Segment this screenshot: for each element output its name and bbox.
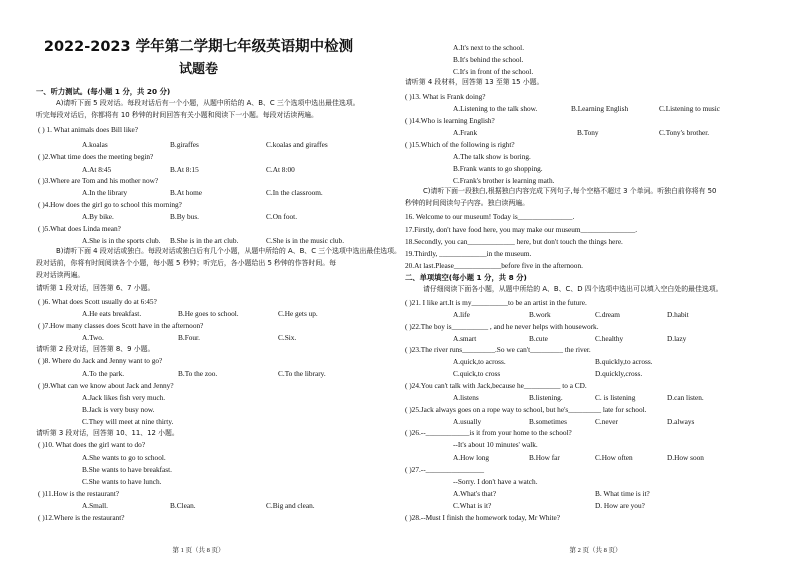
text-line: ( )28.--Must I finish the homework today, Mr White?	[405, 513, 561, 522]
text-line: D.lazy	[667, 334, 687, 343]
text-line: ( )11.How is the restaurant?	[38, 489, 119, 498]
text-line: ( )8. Where do Jack and Jenny want to go?	[38, 356, 163, 365]
text-line: C.She wants to have lunch.	[82, 477, 162, 486]
text-line: C.How often	[595, 453, 633, 462]
text-line: C.never	[595, 417, 618, 426]
text-line: C.She is in the music club.	[266, 236, 345, 245]
page-1-footer: 第 1 页（共 8 页）	[172, 546, 225, 554]
text-line: 16. Welcome to our museum! Today is_______________.	[405, 212, 575, 221]
text-line: --Sorry. I don't have a watch.	[453, 477, 538, 486]
text-line: C.Six.	[278, 333, 297, 342]
text-line: B.She is in the art club.	[170, 236, 239, 245]
text-line: A.Small.	[82, 501, 108, 510]
text-line: D.How soon	[667, 453, 704, 462]
text-line: B.She wants to have breakfast.	[82, 465, 172, 474]
text-line: B.listening.	[529, 393, 563, 402]
text-line: C. is listening	[595, 393, 636, 402]
text-line: ( )7.How many classes does Scott have in the afternoon?	[38, 321, 204, 330]
text-line: B.quickly,to across.	[595, 357, 653, 366]
text-line: 18.Secondly, you can_____________ here, but don't touch the things here.	[405, 237, 623, 246]
exam-subtitle: 试题卷	[178, 62, 218, 77]
text-line: C.On foot.	[266, 212, 298, 221]
text-line: 请听第 3 段对话，回答第 10、11、12 小题。	[36, 429, 179, 437]
text-line: 17.Firstly, don't have food here, you may make our museum_______________.	[405, 225, 638, 234]
text-line: B. What time is it?	[595, 489, 650, 498]
text-line: D.quickly,cross.	[595, 369, 643, 378]
text-line: C.Tony's brother.	[659, 128, 710, 137]
text-line: ( )27.--________________	[405, 465, 485, 474]
text-line: A.life	[453, 310, 470, 319]
text-line: A.Listening to the talk show.	[453, 104, 538, 113]
text-line: B.sometimes	[529, 417, 567, 426]
text-line: A.She is in the sports club.	[82, 236, 161, 245]
text-line: B.Jack is very busy now.	[82, 405, 155, 414]
text-line: C.Big and clean.	[266, 501, 315, 510]
text-line: 请听第 1 段对话，回答第 6、7 小题。	[36, 284, 155, 292]
text-line: ( )24.You can't talk with Jack,because he__________ to a CD.	[405, 381, 587, 390]
text-line: A.Two.	[82, 333, 104, 342]
text-line: A.By bike.	[82, 212, 114, 221]
text-line: B.work	[529, 310, 551, 319]
text-line: A.smart	[453, 334, 477, 343]
text-line: C)请听下面一段独白,根据独白内容完成下列句子,每个空格不超过 3 个单词。听独白前你将有 50	[423, 187, 717, 195]
text-line: B.Learning English	[571, 104, 629, 113]
text-line: 秒钟的时间阅读句子内容。独白读两遍。	[405, 199, 530, 207]
text-line: 听完每段对话后，你都将有 10 秒钟的时间回答有关小题和阅读下一小题。每段对话读两遍。	[36, 111, 318, 119]
text-line: ( )21. I like art.It is my__________to be an artist in the future.	[405, 298, 587, 307]
text-line: ( )12.Where is the restaurant?	[38, 513, 125, 522]
text-line: B.Clean.	[170, 501, 196, 510]
text-line: ( )15.Which of the following is right?	[405, 140, 515, 149]
text-line: C.What is it?	[453, 501, 492, 510]
text-line: --It's about 10 minutes' walk.	[453, 440, 538, 449]
text-line: A.Jack likes fish very much.	[82, 393, 166, 402]
text-line: A)请听下面 5 段对话。每段对话后有一个小题，从题中所给的 A、B、C 三个选项中选出最佳选项。	[56, 99, 360, 107]
text-line: ( )26.--____________is it from your home to the school?	[405, 428, 572, 437]
text-line: B)请听下面 4 段对话或独白。每段对话或独白后有几个小题，从题中所给的 A、B、C 三个选项中选出最佳选项。	[56, 247, 401, 255]
text-line: ( )22.The boy is__________ , and he never helps with housework.	[405, 322, 599, 331]
text-line: A.How long	[453, 453, 490, 462]
text-line: ( )4.How does the girl go to school this morning?	[38, 200, 182, 209]
text-line: C.Listening to music	[659, 104, 721, 113]
text-line: D.can listen.	[667, 393, 704, 402]
text-line: ( ) 1. What animals does Bill like?	[38, 125, 138, 134]
text-line: B.How far	[529, 453, 560, 462]
text-line: C.It's in front of the school.	[453, 67, 534, 76]
text-line: 请仔细阅读下面各小题，从题中所给的 A、B、C、D 四个选项中选出可以填入空白处的最佳选项。	[423, 285, 723, 293]
text-line: ( )9.What can we know about Jack and Jenny?	[38, 381, 174, 390]
text-line: ( )23.The river runs_________.So we can't_________ the river.	[405, 345, 591, 354]
text-line: 19.Thirdly, _____________in the museum.	[405, 249, 532, 258]
text-line: C.To the library.	[278, 369, 326, 378]
text-line: ( )6. What does Scott usually do at 6:45?	[38, 297, 157, 306]
text-line: A.listens	[453, 393, 479, 402]
text-line: ( )2.What time does the meeting begin?	[38, 152, 154, 161]
text-line: 请听第 4 段材料，回答第 13 至第 15 小题。	[405, 78, 544, 86]
text-line: A.usually	[453, 417, 482, 426]
text-line: ( )5.What does Linda mean?	[38, 224, 121, 233]
text-line: ( )13. What is Frank doing?	[405, 92, 486, 101]
text-line: A.He eats breakfast.	[82, 309, 142, 318]
text-line: 20.At last.Please_____________before five in the afternoon.	[405, 261, 583, 270]
text-line: A.It's next to the school.	[453, 43, 525, 52]
text-line: D.always	[667, 417, 695, 426]
text-line: B.giraffes	[170, 140, 199, 149]
text-line: A.To the park.	[82, 369, 125, 378]
text-line: A.The talk show is boring.	[453, 152, 531, 161]
text-line: C.Frank's brother is learning math.	[453, 176, 555, 185]
text-line: B.Frank wants to go shopping.	[453, 164, 543, 173]
text-line: B.Tony	[577, 128, 599, 137]
text-line: 段对话读两遍。	[36, 271, 85, 279]
text-line: C.They will meet at nine thirty.	[82, 417, 174, 426]
page-2-footer: 第 2 页（共 8 页）	[569, 546, 622, 554]
text-line: B.To the zoo.	[178, 369, 218, 378]
text-line: 段对话前，你将有时间阅读各个小题，每小题 5 秒钟；听完后，各小题给出 5 秒钟的作答时间。每	[36, 259, 337, 267]
text-line: C.He gets up.	[278, 309, 318, 318]
text-line: D.habit	[667, 310, 689, 319]
text-line: A.koalas	[82, 140, 108, 149]
text-line: A.Frank	[453, 128, 478, 137]
text-line: 一、听力测试。(每小题 1 分，共 20 分)	[36, 87, 171, 96]
text-line: A.In the library	[82, 188, 128, 197]
text-line: 请听第 2 段对话，回答第 8、9 小题。	[36, 345, 155, 353]
text-line: B.Four.	[178, 333, 200, 342]
text-line: D. How are you?	[595, 501, 645, 510]
text-line: A.What's that?	[453, 489, 497, 498]
text-line: C.koalas and giraffes	[266, 140, 328, 149]
text-line: ( )14.Who is learning English?	[405, 116, 495, 125]
text-line: B.It's behind the school.	[453, 55, 524, 64]
page-2	[397, 0, 794, 561]
text-line: B.cute	[529, 334, 548, 343]
text-line: B.At 8:15	[170, 165, 199, 174]
text-line: A.At 8:45	[82, 165, 112, 174]
text-line: B.At home	[170, 188, 203, 197]
text-line: ( )10. What does the girl want to do?	[38, 440, 146, 449]
text-line: ( )25.Jack always goes on a rope way to school, but he's_________ late for school.	[405, 405, 647, 414]
text-line: 二、单项填空(每小题 1 分，共 8 分)	[405, 273, 527, 282]
text-line: A.quick,to across.	[453, 357, 506, 366]
text-line: C.dream	[595, 310, 620, 319]
text-line: B.He goes to school.	[178, 309, 239, 318]
text-line: A.She wants to go to school.	[82, 453, 166, 462]
text-line: B.By bus.	[170, 212, 199, 221]
text-line: C.In the classroom.	[266, 188, 323, 197]
exam-title: 2022-2023 学年第二学期七年级英语期中检测	[43, 39, 354, 55]
text-line: C.quick,to cross	[453, 369, 501, 378]
text-line: ( )3.Where are Tom and his mother now?	[38, 176, 159, 185]
text-line: C.healthy	[595, 334, 624, 343]
text-line: C.At 8:00	[266, 165, 295, 174]
